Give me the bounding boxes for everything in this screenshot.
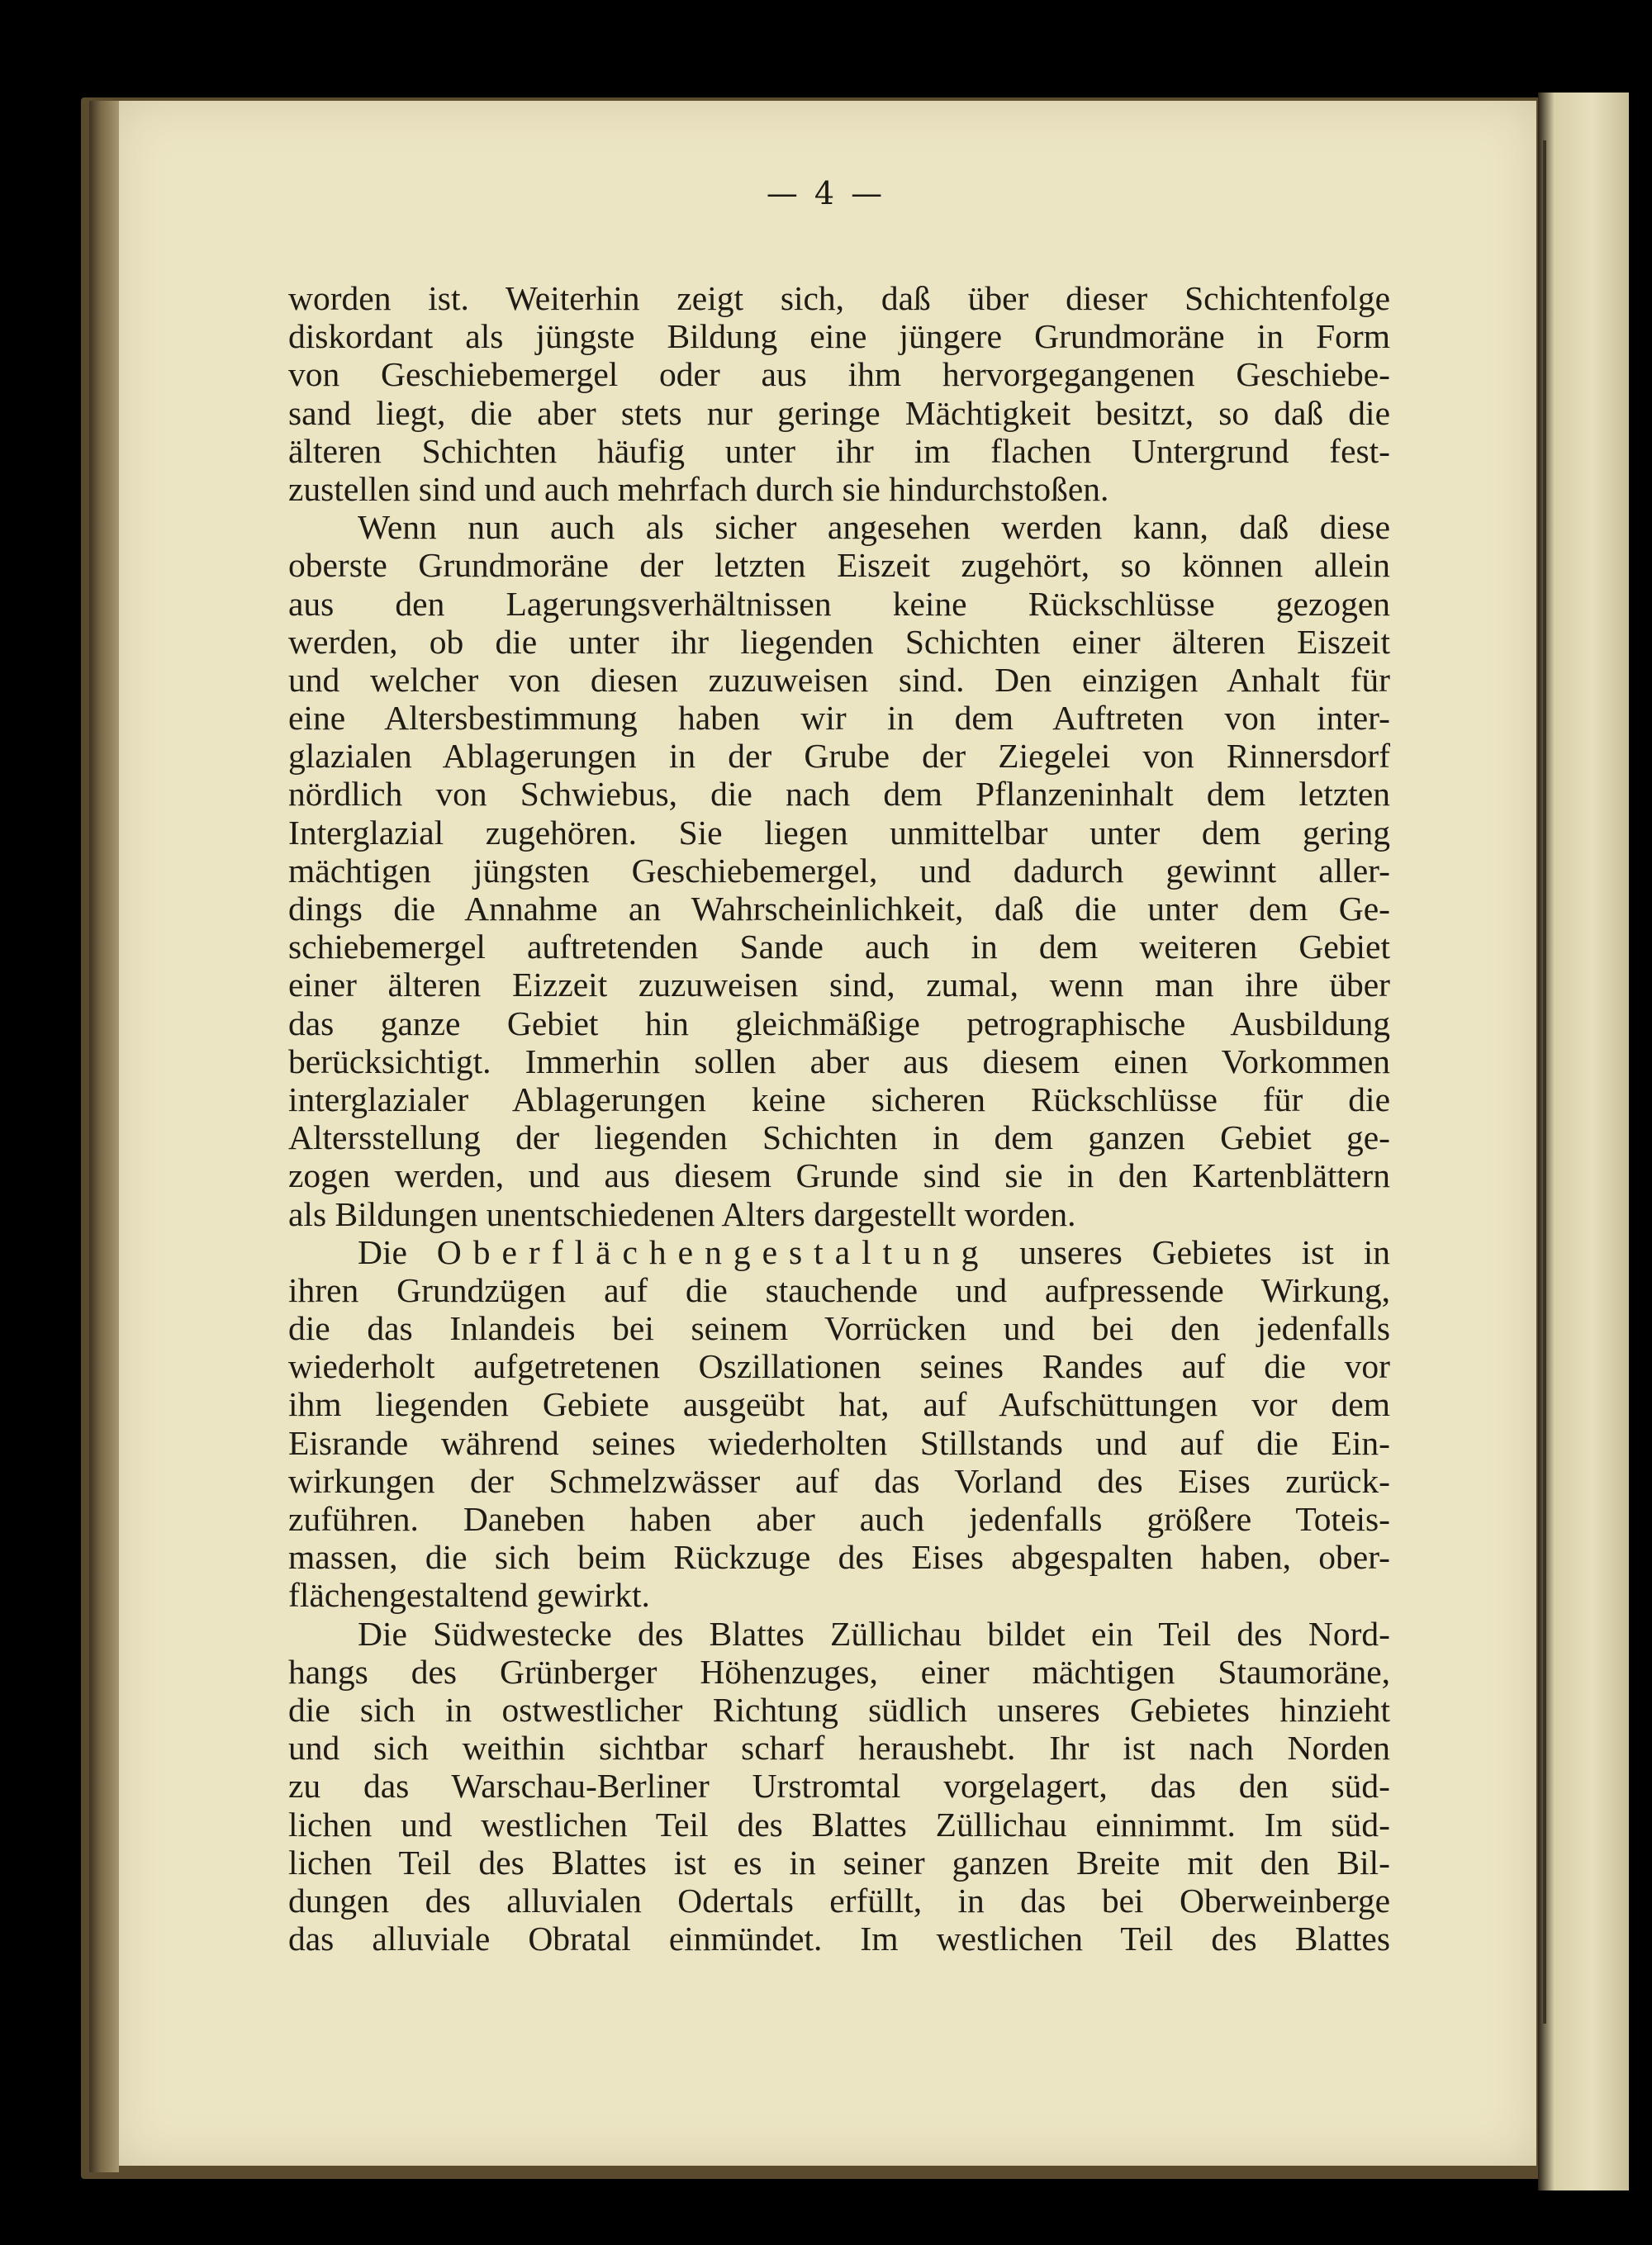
text-fragment: Die — [358, 1232, 437, 1271]
text-line: ihm liegenden Gebiete ausgeübt hat, auf Aufschüttungen vor dem — [288, 1385, 1390, 1424]
text-line: oberste Grundmoräne der letzten Eiszeit zugehört, so können allein — [288, 546, 1390, 585]
text-fragment: unseres Gebietes ist in — [990, 1232, 1391, 1271]
text-line: dungen des alluvialen Odertals erfüllt, in das bei Oberweinberge — [288, 1881, 1390, 1920]
page-number: — 4 — — [766, 175, 886, 211]
adjacent-page-rule — [1543, 140, 1546, 2024]
text-line: das ganze Gebiet hin gleichmäßige petrographische Ausbildung — [288, 1004, 1390, 1042]
text-line: die sich in ostwestlicher Richtung südlich unseres Gebietes hinzieht — [288, 1690, 1390, 1729]
text-line: mächtigen jüngsten Geschiebemergel, und dadurch gewinnt aller- — [288, 851, 1390, 890]
text-line: flächengestaltend gewirkt. — [288, 1576, 650, 1615]
text-line: lichen Teil des Blattes ist es in seiner ganzen Breite mit den Bil- — [288, 1843, 1390, 1882]
text-line: und sich weithin sichtbar scharf heraushebt. Ihr ist nach Norden — [288, 1729, 1390, 1768]
text-line: zogen werden, und aus diesem Grunde sind sie in den Kartenblättern — [288, 1156, 1390, 1195]
text-line: massen, die sich beim Rückzuge des Eises abgespalten haben, ober- — [288, 1538, 1390, 1577]
text-line: eine Altersbestimmung haben wir in dem Auftreten von inter- — [288, 699, 1390, 738]
text-line: aus den Lagerungsverhältnissen keine Rückschlüsse gezogen — [288, 584, 1390, 623]
text-line: von Geschiebemergel oder aus ihm hervorgegangenen Geschiebe- — [288, 355, 1390, 394]
body-text — [288, 279, 1390, 1958]
text-line: Altersstellung der liegenden Schichten in dem ganzen Gebiet ge- — [288, 1118, 1390, 1157]
text-line: Eisrande während seines wiederholten Stillstands und auf die Ein- — [288, 1423, 1390, 1462]
text-line: nördlich von Schwiebus, die nach dem Pflanzeninhalt dem letzten — [288, 775, 1390, 814]
text-line: wirkungen der Schmelzwässer auf das Vorland des Eises zurück- — [288, 1461, 1390, 1500]
text-line: glazialen Ablagerungen in der Grube der Ziegelei von Rinnersdorf — [288, 737, 1390, 776]
text-line: einer älteren Eizzeit zuzuweisen sind, zumal, wenn man ihre über — [288, 966, 1390, 1004]
text-line: schiebemergel auftretenden Sande auch in dem weiteren Gebiet — [288, 928, 1390, 966]
text-line: sand liegt, die aber stets nur geringe Mächtigkeit besitzt, so daß die — [288, 393, 1390, 432]
text-line: als Bildungen unentschiedenen Alters dargestellt worden. — [288, 1194, 1076, 1233]
text-line — [288, 1233, 1390, 1271]
text-line: berücksichtigt. Immerhin sollen aber aus diesem einen Vorkommen — [288, 1042, 1390, 1080]
text-line: zustellen sind und auch mehrfach durch sie hindurchstoßen. — [288, 469, 1109, 508]
text-line: lichen und westlichen Teil des Blattes Züllichau einnimmt. Im süd- — [288, 1805, 1390, 1844]
text-line: Interglazial zugehören. Sie liegen unmittelbar unter dem gering — [288, 813, 1390, 852]
text-line: die das Inlandeis bei seinem Vorrücken und bei den jedenfalls — [288, 1309, 1390, 1348]
adjacent-page-edge — [1538, 93, 1629, 2190]
text-line: und welcher von diesen zuzuweisen sind. Den einzigen Anhalt für — [288, 660, 1390, 699]
spaced-emphasis: Oberflächengestaltung — [436, 1232, 990, 1271]
text-line: hangs des Grünberger Höhenzuges, einer mächtigen Staumoräne, — [288, 1652, 1390, 1691]
text-line: Die Südwestecke des Blattes Züllichau bildet ein Teil des Nord- — [358, 1614, 1390, 1653]
text-line: ihren Grundzügen auf die stauchende und aufpressende Wirkung, — [288, 1270, 1390, 1309]
text-line: das alluviale Obratal einmündet. Im westlichen Teil des Blattes — [288, 1920, 1390, 1958]
text-line: zu das Warschau-Berliner Urstromtal vorgelagert, das den süd- — [288, 1767, 1390, 1806]
book-spine — [89, 101, 119, 2172]
text-line: dings die Annahme an Wahrscheinlichkeit, daß die unter dem Ge- — [288, 890, 1390, 928]
text-line: wiederholt aufgetretenen Oszillationen seines Randes auf die vor — [288, 1347, 1390, 1386]
text-line: zuführen. Daneben haben aber auch jedenfalls größere Toteis- — [288, 1500, 1390, 1538]
text-line: interglazialer Ablagerungen keine sicheren Rückschlüsse für die — [288, 1080, 1390, 1118]
text-line: worden ist. Weiterhin zeigt sich, daß über dieser Schichtenfolge — [288, 279, 1390, 317]
text-line: diskordant als jüngste Bildung eine jüngere Grundmoräne in Form — [288, 317, 1390, 356]
text-line: älteren Schichten häufig unter ihr im flachen Untergrund fest- — [288, 431, 1390, 470]
text-line: werden, ob die unter ihr liegenden Schichten einer älteren Eiszeit — [288, 622, 1390, 661]
text-line: Wenn nun auch als sicher angesehen werden kann, daß diese — [358, 508, 1390, 547]
